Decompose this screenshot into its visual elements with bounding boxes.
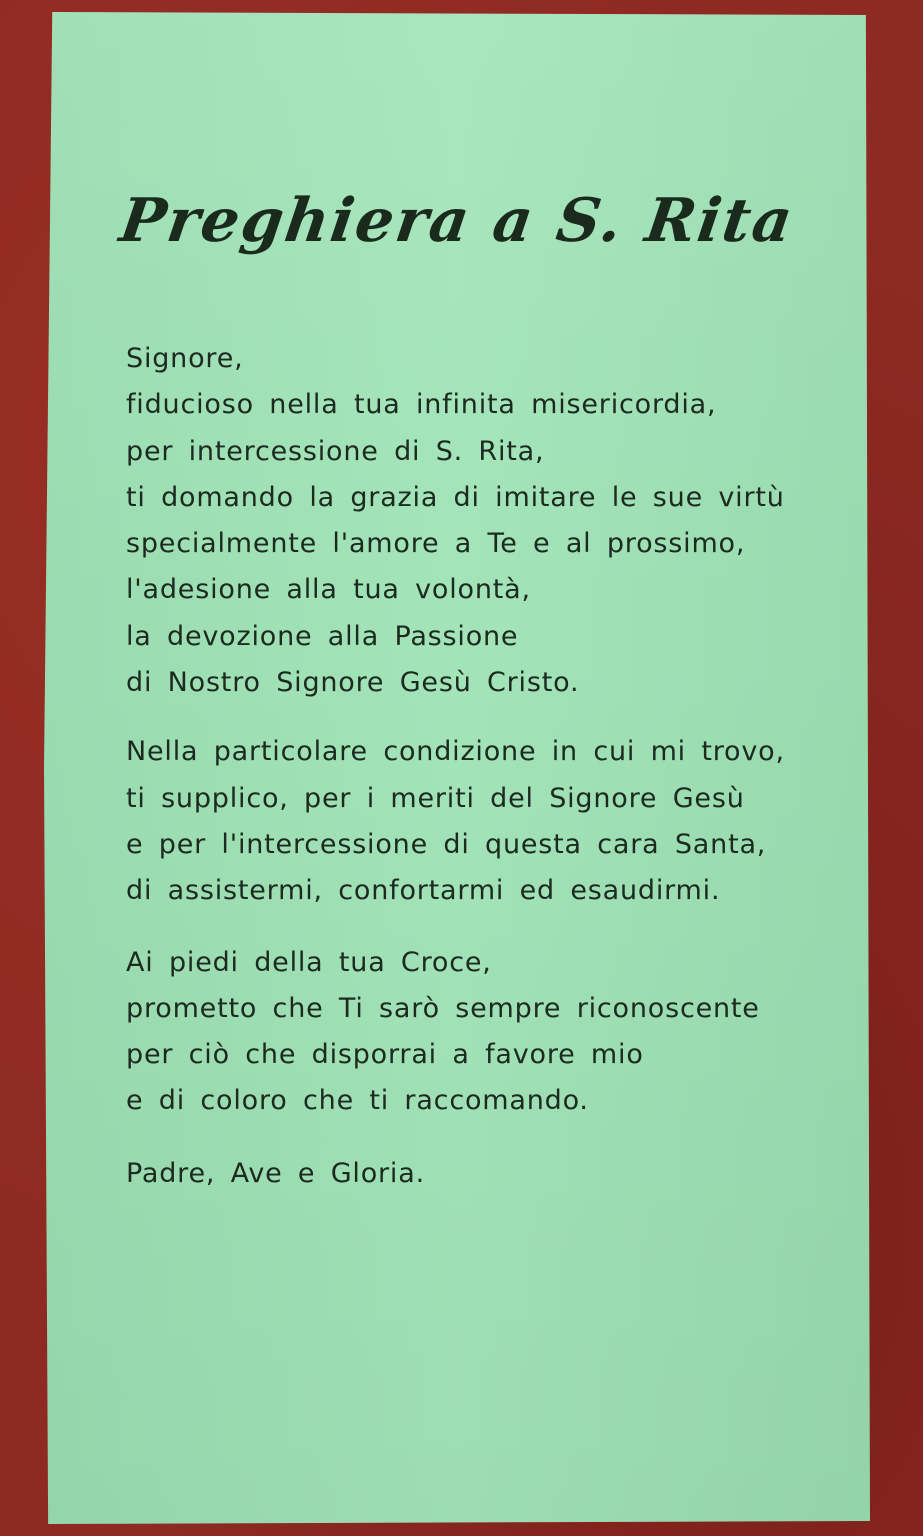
paragraph-invocation (126, 336, 826, 706)
prayer-line: per intercessione di S. Rita, (126, 435, 545, 467)
prayer-line: specialmente l'amore a Te e al prossimo, (126, 528, 746, 560)
prayer-line: Ai piedi della tua Croce, (126, 946, 492, 978)
prayer-body (126, 336, 826, 1220)
prayer-title: Preghiera a S. Rita (115, 186, 799, 256)
prayer-line: la devozione alla Passione (126, 620, 519, 652)
prayer-line: di Nostro Signore Gesù Cristo. (126, 667, 580, 699)
prayer-line: per ciò che disporrai a favore mio (126, 1039, 644, 1071)
prayer-line: Signore, (126, 343, 244, 374)
prayer-line: Padre, Ave e Gloria. (126, 1157, 425, 1189)
prayer-line: di assistermi, confortarmi ed esaudirmi. (126, 875, 721, 907)
prayer-line: ti supplico, per i meriti del Signore Gesù (126, 782, 745, 814)
paragraph-closing (126, 1151, 826, 1197)
prayer-line: Nella particolare condizione in cui mi trovo, (126, 736, 785, 768)
prayer-line: e di coloro che ti raccomando. (126, 1085, 589, 1117)
prayer-line: ti domando la grazia di imitare le sue virtù (126, 481, 785, 513)
paragraph-promise (126, 940, 826, 1125)
paragraph-supplication (126, 729, 826, 914)
prayer-line: e per l'intercessione di questa cara Santa, (126, 828, 767, 860)
prayer-line: l'adesione alla tua volontà, (126, 574, 531, 606)
prayer-line: fiducioso nella tua infinita misericordia, (126, 389, 717, 421)
prayer-line: prometto che Ti sarò sempre riconoscente (126, 992, 760, 1024)
